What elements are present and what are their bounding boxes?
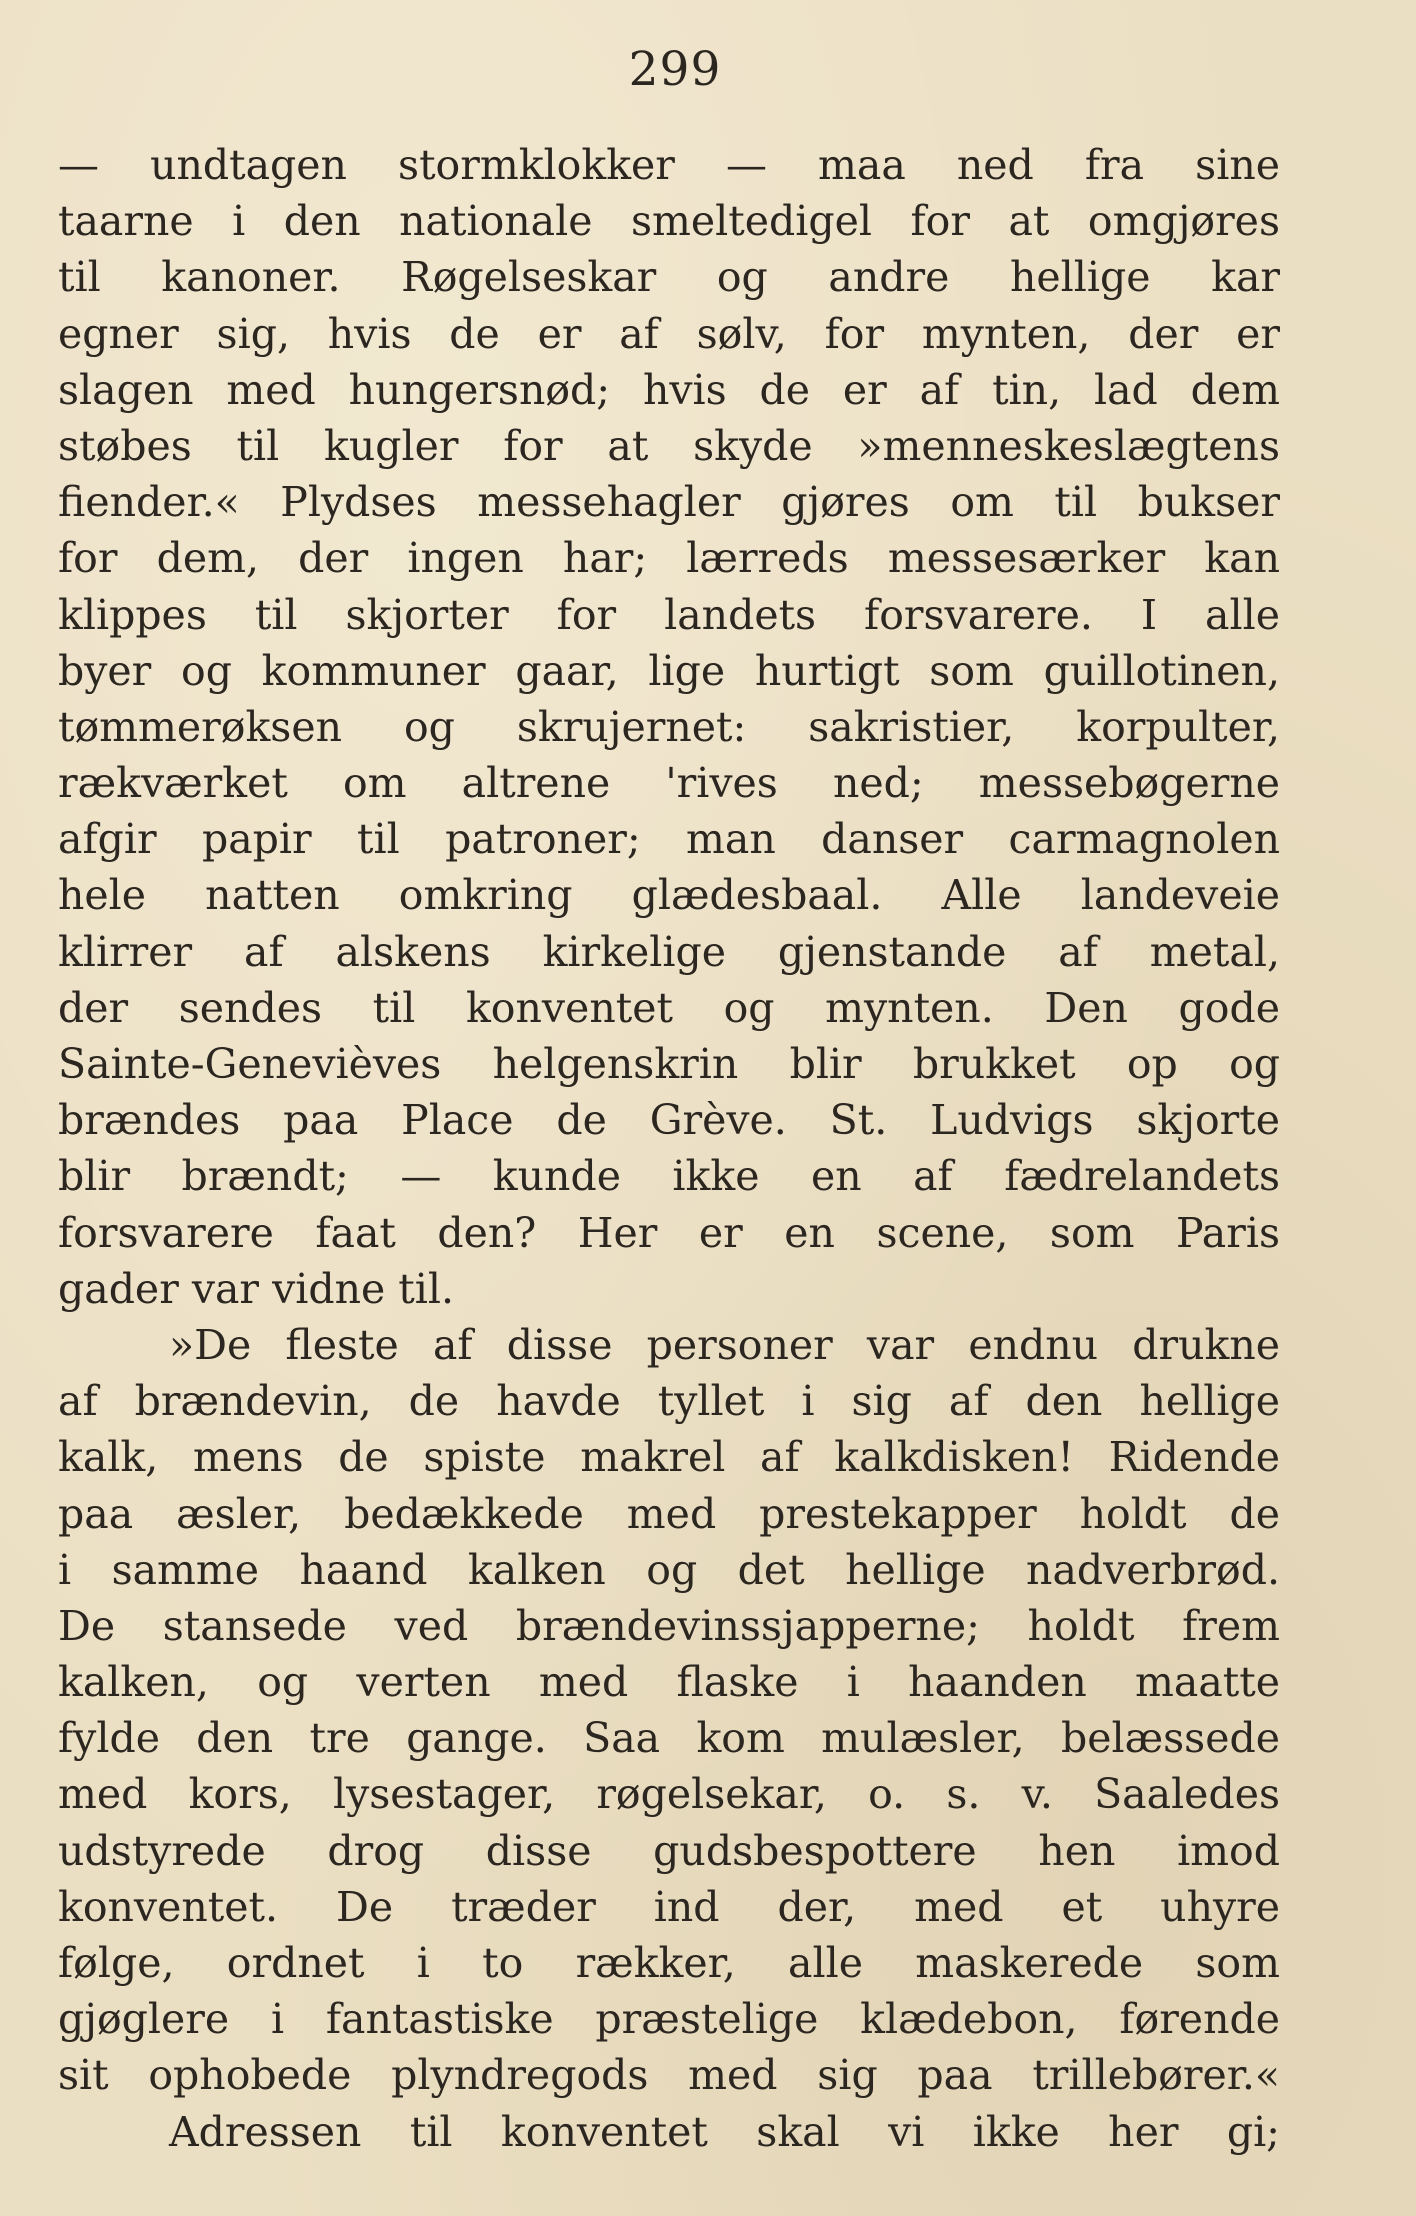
text-line: hele natten omkring glædesbaal. Alle landeveie xyxy=(58,871,1280,920)
text-line: Sainte-Genevièves helgenskrin blir brukket op og xyxy=(58,1040,1280,1088)
text-line: gader var vidne til. xyxy=(58,1264,455,1313)
body-text xyxy=(58,137,1280,2160)
text-line: fylde den tre gange. Saa kom mulæsler, belæssede xyxy=(58,1714,1280,1763)
text-line: der sendes til konventet og mynten. Den gode xyxy=(58,983,1280,1032)
text-line: »De fleste af disse personer var endnu drukne xyxy=(169,1320,1280,1369)
text-line: til kanoner. Røgelseskar og andre hellige kar xyxy=(58,253,1280,302)
page-number: 299 xyxy=(628,42,722,97)
text-line: rækværket om altrene 'rives ned; messebøgerne xyxy=(58,759,1280,808)
text-line: paa æsler, bedækkede med prestekapper holdt de xyxy=(58,1489,1280,1538)
text-line: klirrer af alskens kirkelige gjenstande af metal, xyxy=(58,927,1280,976)
text-line: af brændevin, de havde tyllet i sig af den hellige xyxy=(58,1377,1280,1426)
text-line: for dem, der ingen har; lærreds messesærker kan xyxy=(58,534,1280,583)
text-line: egner sig, hvis de er af sølv, for mynten, der er xyxy=(58,309,1280,358)
text-line: blir brændt; — kunde ikke en af fædrelandets xyxy=(58,1152,1280,1201)
text-line: taarne i den nationale smeltedigel for at omgjøres xyxy=(58,197,1280,246)
text-line: konventet. De træder ind der, med et uhyre xyxy=(58,1882,1280,1931)
text-line: kalk, mens de spiste makrel af kalkdisken! Ridende xyxy=(58,1433,1280,1482)
text-line: klippes til skjorter for landets forsvarere. I alle xyxy=(58,590,1280,639)
text-line: afgir papir til patroner; man danser carmagnolen xyxy=(58,815,1280,864)
text-line: De stansede ved brændevinssjapperne; holdt frem xyxy=(58,1601,1280,1650)
text-line: fiender.« Plydses messehagler gjøres om til bukser xyxy=(58,478,1280,527)
text-line: sit ophobede plyndregods med sig paa trillebører.« xyxy=(58,2051,1280,2100)
text-line: Adressen til konventet skal vi ikke her gi; xyxy=(169,2107,1280,2156)
text-line: forsvarere faat den? Her er en scene, som Paris xyxy=(58,1208,1280,1257)
text-line: med kors, lysestager, røgelsekar, o. s. v. Saaledes xyxy=(58,1770,1280,1819)
text-line: gjøglere i fantastiske præstelige klædebon, førende xyxy=(58,1995,1280,2044)
text-line: kalken, og verten med flaske i haanden maatte xyxy=(58,1658,1280,1707)
text-line: følge, ordnet i to rækker, alle maskerede som xyxy=(58,1939,1280,1987)
text-line: brændes paa Place de Grève. St. Ludvigs skjorte xyxy=(58,1096,1280,1145)
text-line: slagen med hungersnød; hvis de er af tin, lad dem xyxy=(58,365,1280,414)
text-line: udstyrede drog disse gudsbespottere hen imod xyxy=(58,1826,1280,1875)
text-line: — undtagen stormklokker — maa ned fra sine xyxy=(58,141,1280,189)
text-line: byer og kommuner gaar, lige hurtigt som guillotinen, xyxy=(58,646,1280,695)
text-line: støbes til kugler for at skyde »menneskeslægtens xyxy=(58,421,1280,470)
text-line: tømmerøksen og skrujernet: sakristier, korpulter, xyxy=(58,702,1280,751)
text-line: i samme haand kalken og det hellige nadverbrød. xyxy=(58,1545,1280,1594)
